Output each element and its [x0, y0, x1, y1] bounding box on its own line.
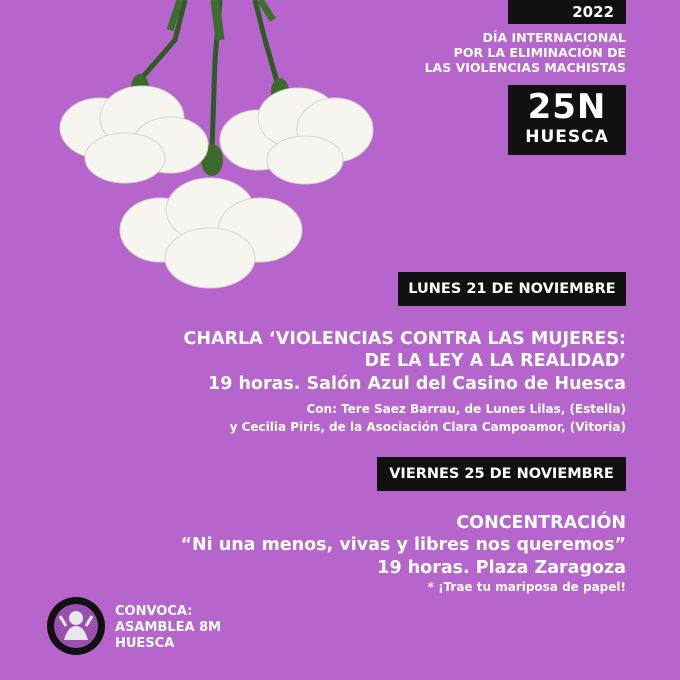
event-speakers: y Cecilia Piris, de la Asociación Clara Campoamor, (Vitoria)	[229, 420, 626, 434]
25n-badge	[508, 85, 626, 155]
event-title: CHARLA ‘VIOLENCIAS CONTRA LAS MUJERES:	[183, 329, 626, 349]
heading-line: LAS VIOLENCIAS MACHISTAS	[424, 60, 626, 75]
year-badge: 2022	[508, 0, 626, 24]
event-note: * ¡Trae tu mariposa de papel!	[427, 580, 626, 594]
event-date-monday: LUNES 21 DE NOVIEMBRE	[398, 272, 626, 306]
event-slogan: “Ni una menos, vivas y libres nos queremos”	[180, 535, 626, 555]
event-heading	[306, 30, 626, 75]
tag-city: HUESCA	[525, 127, 609, 147]
asamblea-8m-logo	[46, 596, 106, 656]
convoca-line: CONVOCA:	[115, 604, 193, 619]
heading-line: DÍA INTERNACIONAL	[482, 30, 626, 45]
event-speakers: Con: Tere Saez Barrau, de Lunes Lilas, (Estella)	[306, 402, 626, 416]
event-time-place: 19 horas. Plaza Zaragoza	[377, 558, 626, 578]
event-title: CONCENTRACIÓN	[456, 513, 626, 533]
event-title: DE LA LEY A LA REALIDAD’	[364, 351, 626, 371]
convoca-block	[115, 604, 221, 652]
event-time-place: 19 horas. Salón Azul del Casino de Huesca	[208, 374, 626, 394]
convoca-line: HUESCA	[115, 636, 175, 651]
convoca-line: ASAMBLEA 8M	[115, 620, 222, 635]
event-date-friday: VIERNES 25 DE NOVIEMBRE	[377, 457, 626, 491]
tag-big: 25N	[527, 87, 607, 127]
heading-line: POR LA ELIMINACIÓN DE	[453, 45, 626, 60]
